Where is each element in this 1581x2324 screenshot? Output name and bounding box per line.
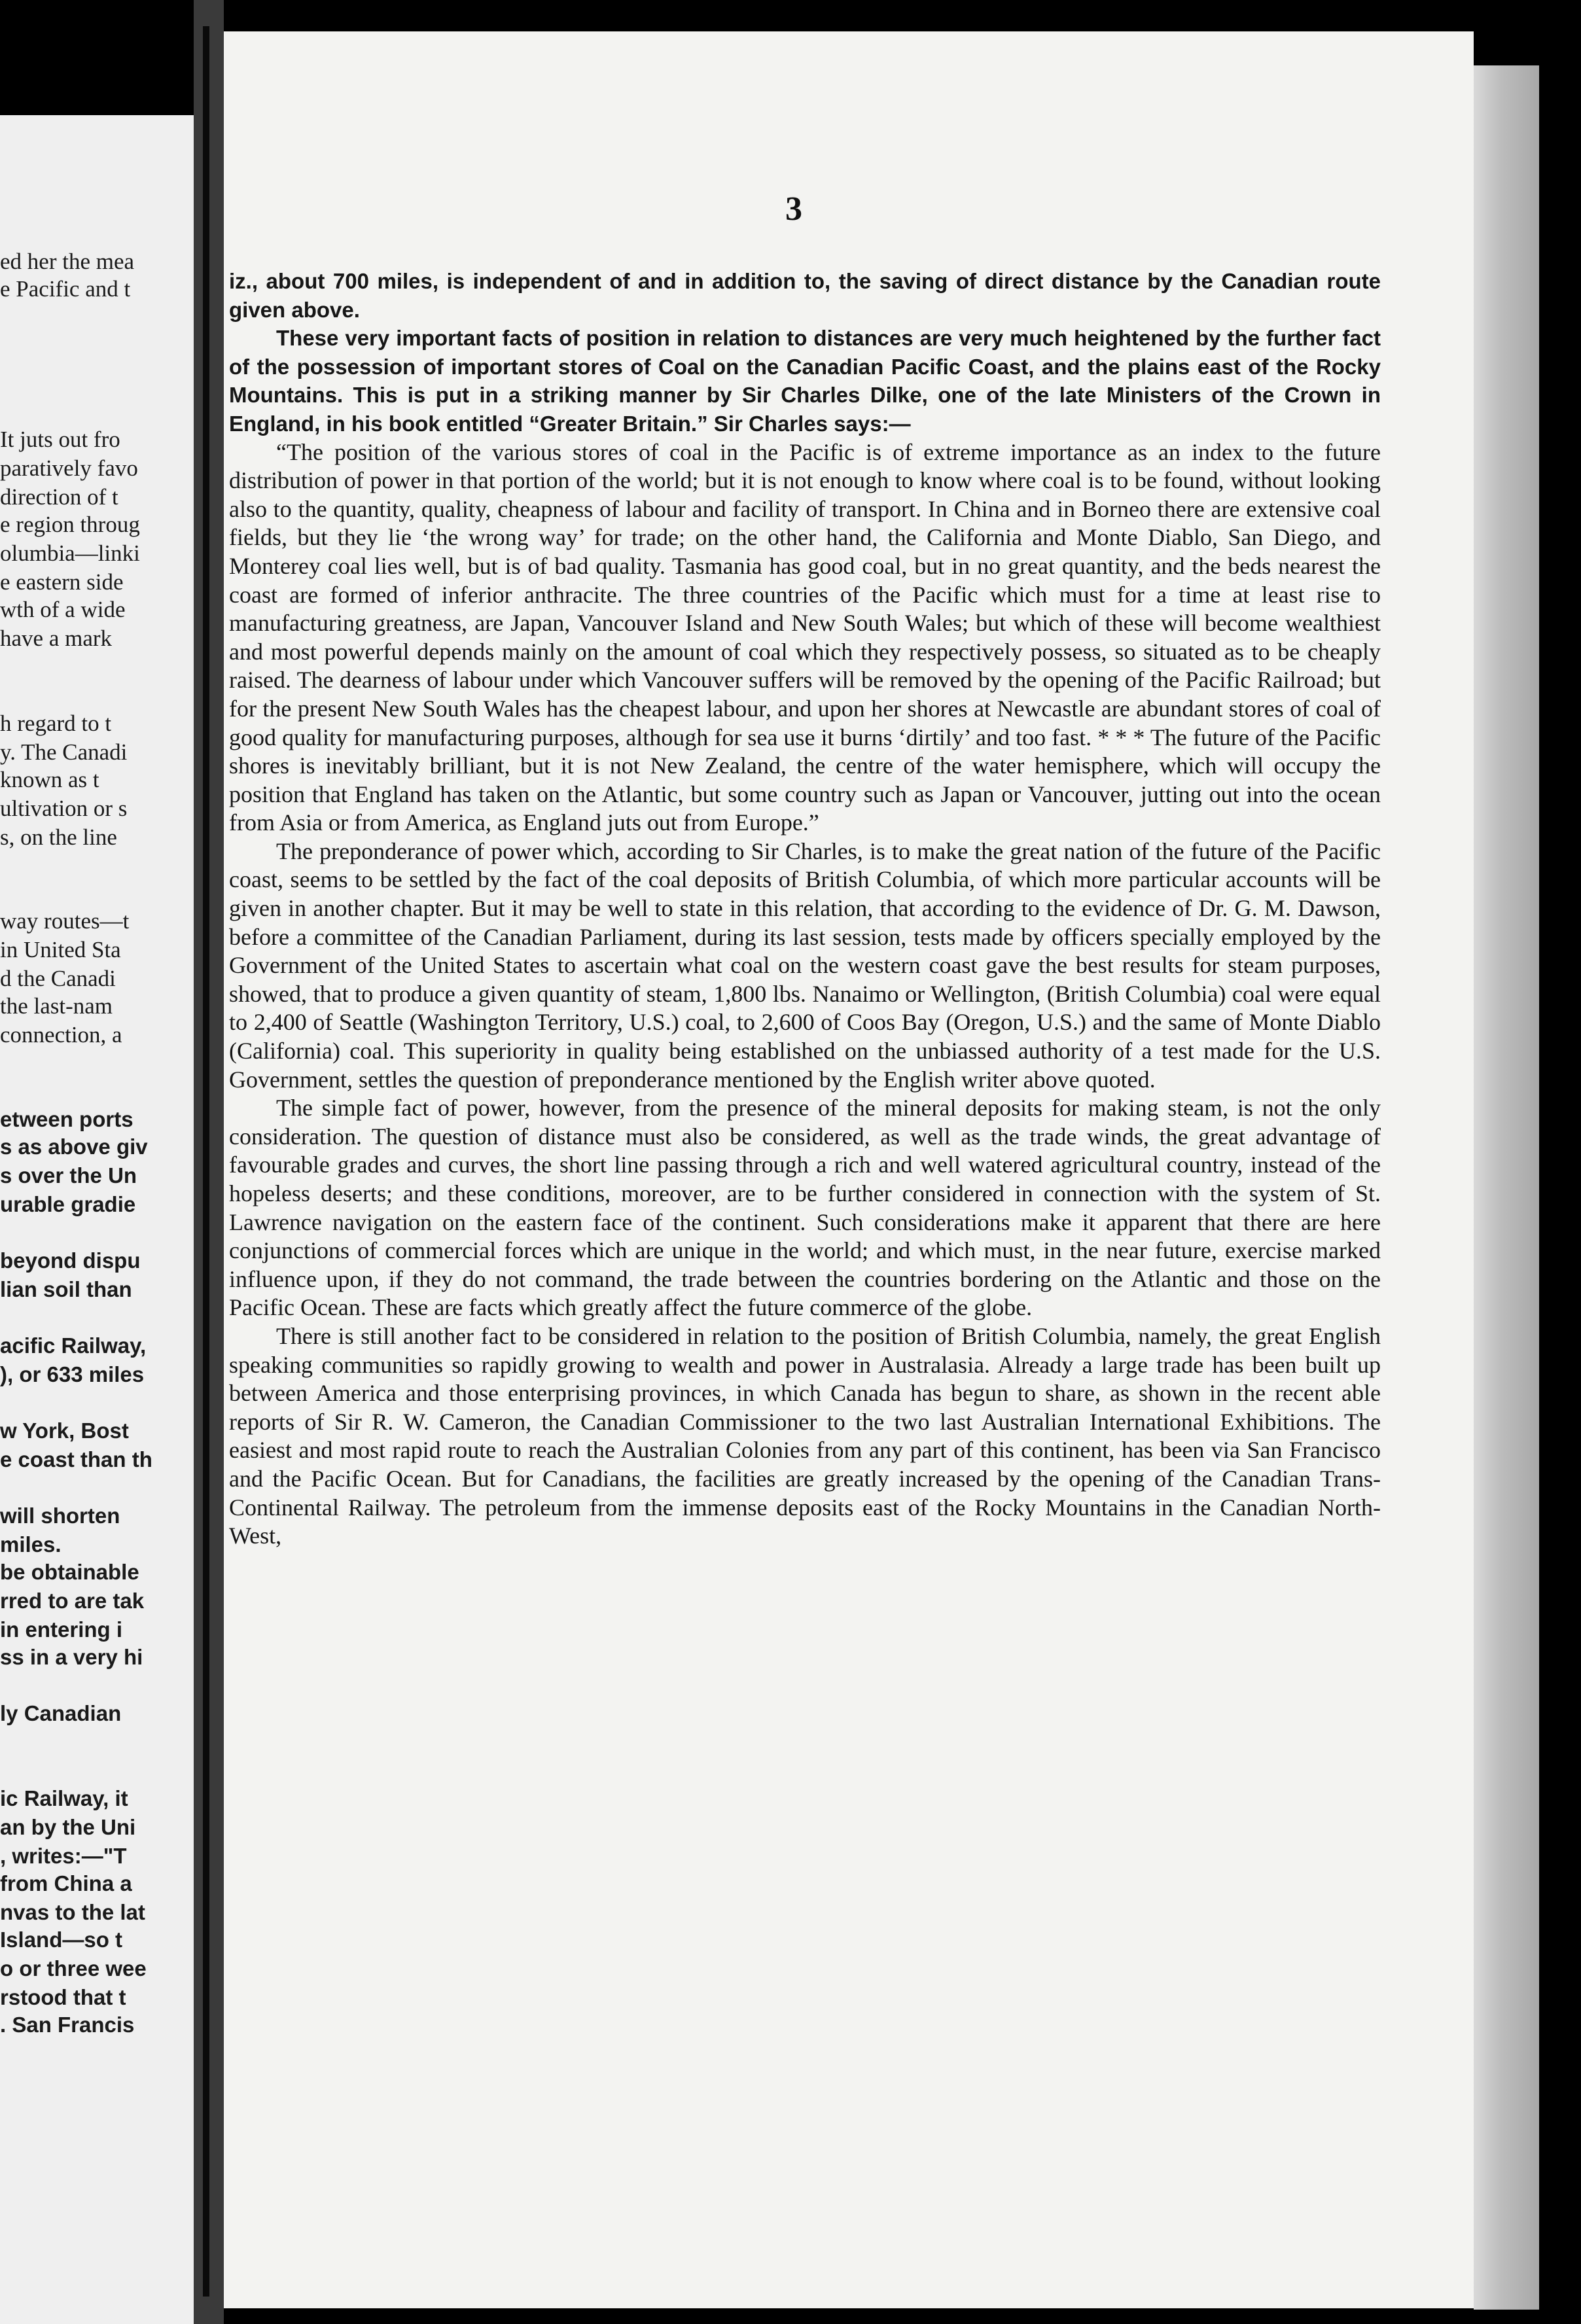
left-page-line: olumbia—linki — [0, 540, 140, 566]
left-page-line: paratively favo — [0, 455, 138, 481]
left-page-line: w York, Bost — [0, 1418, 129, 1443]
left-page-line: ed her the mea — [0, 249, 135, 274]
left-page-line: in United Sta — [0, 937, 121, 962]
page-number: 3 — [785, 190, 802, 228]
left-page-line: acific Railway, — [0, 1333, 147, 1358]
left-page-line: e region throug — [0, 512, 140, 537]
left-page-line: in entering i — [0, 1617, 123, 1642]
paragraph: iz., about 700 miles, is independent of and in addition to, the saving of direct distance by the Canadian route given above. — [229, 269, 1381, 322]
left-page-line: It juts out fro — [0, 427, 120, 452]
paragraph: These very important facts of position in relation to distances are very much heightened by the further fact of the possession of important stores of Coal on the Canadian Pacific Coast, and the plains east of the Rocky Mountains. This is put in a striking manner by Sir Charles Dilke, one of the late Ministers of the Crown in England, in his book entitled “Greater Britain.” Sir Charles says:— — [229, 326, 1381, 436]
left-page-line: ic Railway, it — [0, 1786, 128, 1810]
left-page-line: be obtainable — [0, 1560, 139, 1584]
left-page-line: have a mark — [0, 625, 113, 651]
left-page-line: . San Francis — [0, 2013, 135, 2037]
left-page-line: , writes:—"T — [0, 1844, 127, 1868]
left-page-line: nvas to the lat — [0, 1900, 145, 1924]
left-page-line: ), or 633 miles — [0, 1362, 145, 1386]
left-page-line: connection, a — [0, 1022, 122, 1048]
left-page-line: the last-nam — [0, 993, 113, 1019]
left-page-line: urable gradie — [0, 1192, 136, 1216]
left-page-fragment — [0, 115, 194, 2324]
left-page-line: beyond dispu — [0, 1248, 141, 1273]
paragraph: There is still another fact to be considered in relation to the position of British Columbia, namely, the great English speaking communities so rapidly growing to wealth and power in Australasia. Already a large trade has been built up between America and those enterprising provinces, in which Canada has begun to share, as shown in the recent able reports of Sir R. W. Cameron, the Canadian Commissioner to the two last Australian International Exhibitions. The easiest and most rapid route to reach the Australian Colonies from any part of this continent, has been via San Francisco and the Pacific Ocean. But for Canadians, the facilities are greatly increased by the opening of the Canadian Trans-Continental Railway. The petroleum from the immense deposits east of the Rocky Mountains in the Canadian North-West, — [229, 1322, 1381, 1549]
left-page-line: ly Canadian — [0, 1701, 122, 1725]
left-page-line: direction of t — [0, 484, 118, 510]
left-page-line: o or three wee — [0, 1956, 147, 1981]
page-edge-shadow — [1474, 65, 1539, 2310]
left-page-line: from China a — [0, 1871, 132, 1895]
left-page-line: e Pacific and t — [0, 276, 131, 302]
left-page-line: etween ports — [0, 1107, 133, 1131]
left-page-line: s, on the line — [0, 824, 117, 850]
left-page-line: ss in a very hi — [0, 1645, 143, 1669]
left-page-line: s as above giv — [0, 1135, 148, 1159]
paragraph: The preponderance of power which, according to Sir Charles, is to make the great nation of the future of the Pacific coast, seems to be settled by the fact of the coal deposits of British Columbia, of which more particular accounts will be given in another chapter. But it may be well to state in this relation, that according to the evidence of Dr. G. M. Dawson, before a committee of the Canadian Parliament, during its last session, tests made by officers specially employed by the Government of the United States to ascertain what coal on the western coast gave the best results for steam purposes, showed, that to produce a given quantity of steam, 1,800 lbs. Nanaimo or Wellington, (British Columbia) coal were equal to 2,400 of Seattle (Washington Territory, U.S.) coal, to 2,600 of Coos Bay (Oregon, U.S.) and the same of Monte Diablo (California) coal. This superiority in quality being established on the unbiassed authority of a test made for the U.S. Government, settles the question of preponderance mentioned by the English writer above quoted. — [229, 837, 1381, 1093]
left-page-line: will shorten — [0, 1504, 120, 1528]
left-page-line: h regard to t — [0, 711, 112, 736]
left-page-line: rred to are tak — [0, 1589, 145, 1613]
paragraph: The simple fact of power, however, from the presence of the mineral deposits for making steam, is not the only consideration. The question of distance must also be considered, as well as the trade winds, the great advantage of favourable grades and curves, the short line passing through a rich and well watered agricultural country, instead of the hopeless deserts; and these conditions, moreover, are to be further considered in connection with the system of St. Lawrence navigation on the eastern face of the continent. Such considerations make it apparent that there are here conjunctions of commercial forces which are unique in the world; and which must, in the near future, exercise marked influence upon, if they do not command, the trade between the countries bordering on the Atlantic and those on the Pacific Ocean. These are facts which greatly affect the future commerce of the globe. — [229, 1095, 1381, 1321]
left-page-line: miles. — [0, 1532, 62, 1557]
left-page-line: rstood that t — [0, 1985, 126, 2009]
left-page-line: e coast than th — [0, 1447, 152, 1471]
left-page-line: e eastern side — [0, 569, 124, 595]
left-page-line: way routes—t — [0, 908, 130, 934]
book-gutter — [194, 0, 224, 2324]
left-page-line: wth of a wide — [0, 597, 126, 622]
left-page-line: an by the Uni — [0, 1815, 136, 1839]
left-page-line: lian soil than — [0, 1277, 132, 1301]
left-page-line: ultivation or s — [0, 796, 128, 821]
left-page-line: Island—so t — [0, 1928, 123, 1952]
left-page-line: d the Canadi — [0, 966, 116, 991]
left-page-line: known as t — [0, 767, 99, 792]
left-page-line: s over the Un — [0, 1163, 137, 1188]
page-body-text — [229, 267, 1381, 1551]
left-page-line: y. The Canadi — [0, 739, 128, 765]
quoted-paragraph: “The position of the various stores of coal in the Pacific is of extreme importance as an index to the future distribution of power in that portion of the world; but it is not enough to know where coal is to be found, without looking also to the quantity, quality, cheapness of labour and facility of transport. In China and in Borneo there are extensive coal fields, but they lie ‘the wrong way’ for trade; on the other hand, the California and Monte Diablo, San Diego, and Monterey coal lies well, but is of bad quality. Tasmania has good coal, but in no great quantity, and the beds nearest the coast are formed of inferior anthracite. The three countries of the Pacific which must for a time at least rise to manufacturing greatness, are Japan, Vancouver Island and New South Wales; but which of these will become wealthiest and most powerful depends mainly on the amount of coal which they respectively possess, so situated as to be cheaply raised. The dearness of labour under which Vancouver suffers will be removed by the opening of the Pacific Railroad; but for the present New South Wales has the cheapest labour, and upon her shores at Newcastle are abundant stores of coal of good quality for manufacturing purposes, although for sea use it burns ‘dirtily’ and too fast. * * * The future of the Pacific shores is inevitably brilliant, but it is not New Zealand, the centre of the water hemisphere, which will occupy the position that England has taken on the Atlantic, but some country such as Japan or Vancouver, jutting out into the ocean from Asia or from America, as England juts out from Europe.” — [229, 438, 1381, 836]
